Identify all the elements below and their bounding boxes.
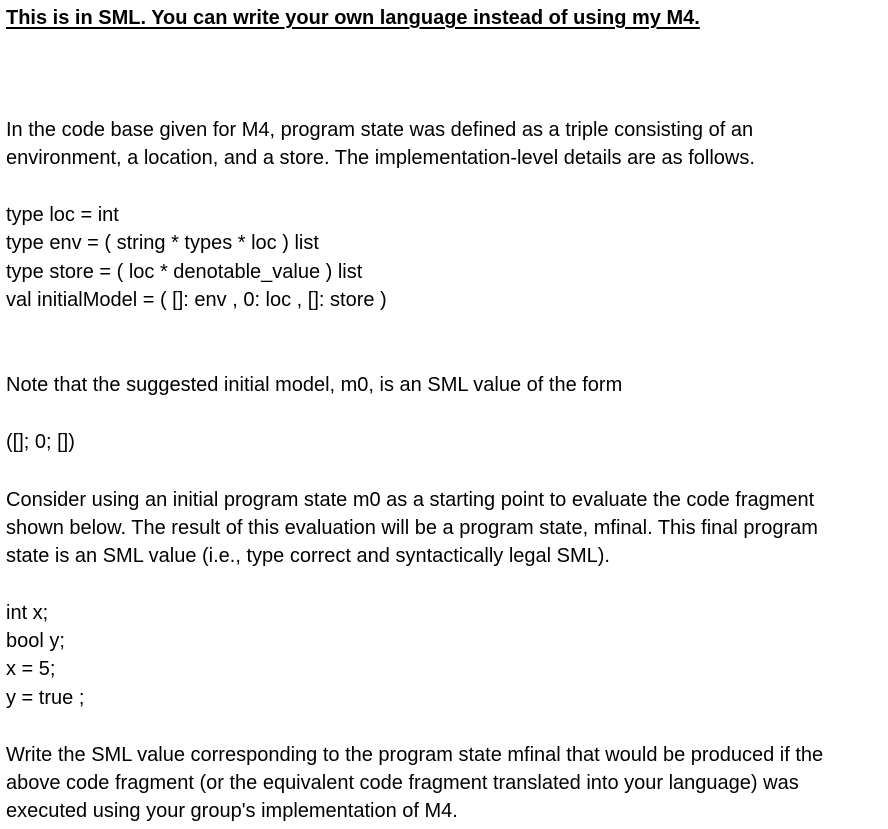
paragraph-3-line-3: executed using your group's implementation of M4. [6, 800, 458, 822]
paragraph-1-line-1: In the code base given for M4, program state was defined as a triple consisting of an [6, 119, 754, 141]
paragraph-3-line-2: above code fragment (or the equivalent code fragment translated into your language) was [6, 772, 799, 794]
paragraph-2-line-3: state is an SML value (i.e., type correct and syntactically legal SML). [6, 545, 610, 567]
type-def-loc: type loc = int [6, 204, 119, 226]
heading: This is in SML. You can write your own language instead of using my M4. [6, 7, 700, 29]
paragraph-2-line-1: Consider using an initial program state m0 as a starting point to evaluate the code fragment [6, 489, 815, 511]
code-line-3: x = 5; [6, 658, 56, 680]
type-def-env: type env = ( string * types * loc ) list [6, 232, 319, 254]
note-text: Note that the suggested initial model, m0, is an SML value of the form [6, 374, 623, 396]
code-line-1: int x; [6, 602, 49, 624]
code-line-2: bool y; [6, 630, 65, 652]
paragraph-2-line-2: shown below. The result of this evaluation will be a program state, mfinal. This final program [6, 517, 818, 539]
paragraph-3-line-1: Write the SML value corresponding to the program state mfinal that would be produced if the [6, 744, 824, 766]
initial-value: ([]; 0; []) [6, 431, 75, 453]
type-def-store: type store = ( loc * denotable_value ) list [6, 261, 363, 283]
code-line-4: y = true ; [6, 687, 85, 709]
val-initial-model: val initialModel = ( []: env , 0: loc , []: store ) [6, 289, 387, 311]
paragraph-1-line-2: environment, a location, and a store. The implementation-level details are as follows. [6, 147, 755, 169]
